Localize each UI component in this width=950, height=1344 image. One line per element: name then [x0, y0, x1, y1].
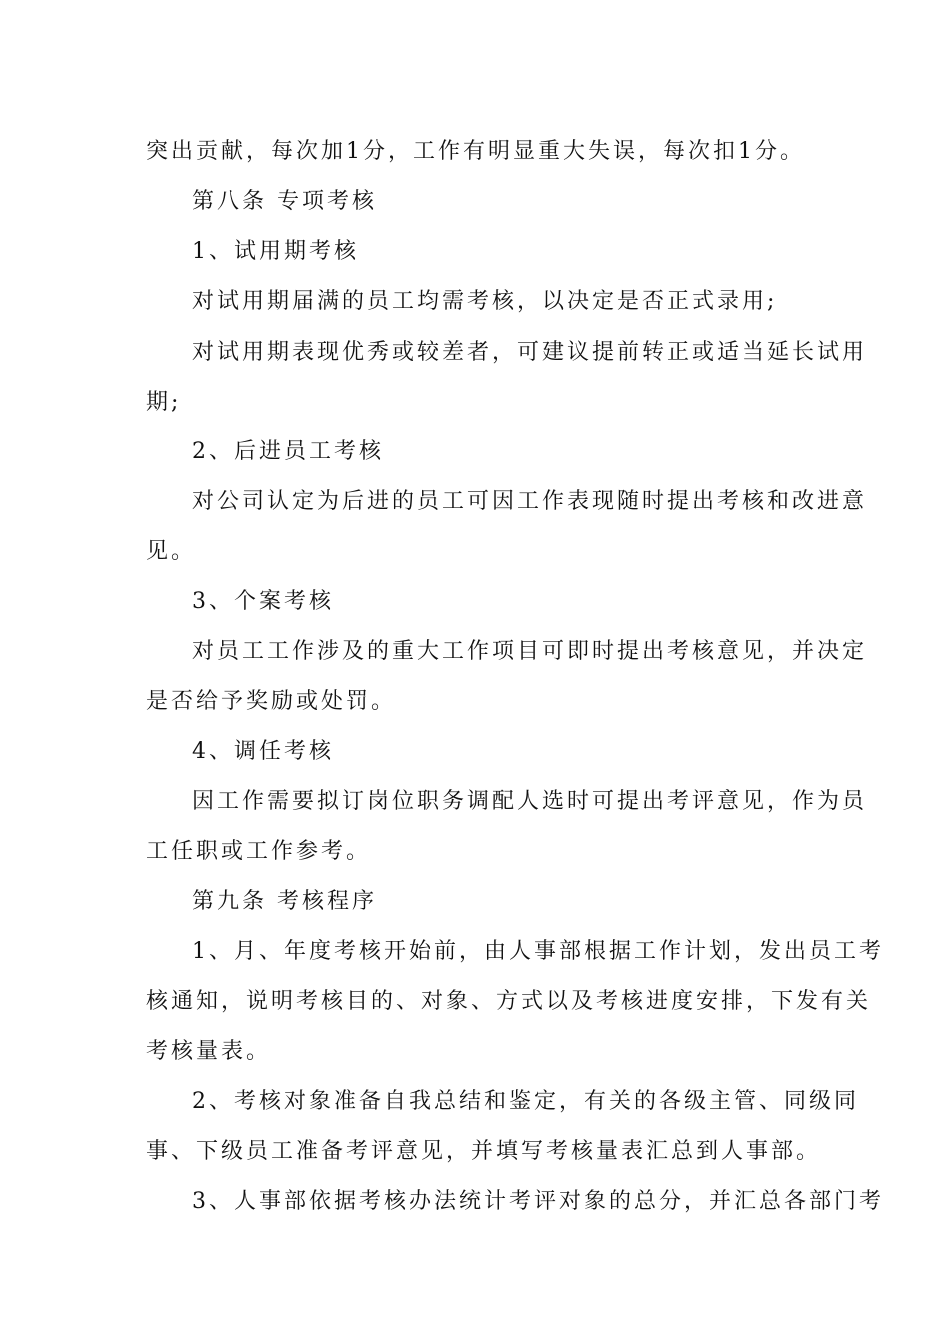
paragraph-line: 对员工工作涉及的重大工作项目可即时提出考核意见，并决定 — [192, 639, 868, 664]
paragraph-line: 是否给予奖励或处罚。 — [146, 689, 397, 714]
section-heading: 1、试用期考核 — [192, 239, 359, 264]
paragraph-line: 3、人事部依据考核办法统计考评对象的总分，并汇总各部门考 — [192, 1189, 884, 1214]
paragraph-line: 对公司认定为后进的员工可因工作表现随时提出考核和改进意 — [192, 489, 868, 514]
paragraph-line: 因工作需要拟订岗位职务调配人选时可提出考评意见，作为员 — [192, 789, 868, 814]
section-heading: 4、调任考核 — [192, 739, 334, 764]
paragraph-line: 考核量表。 — [146, 1039, 272, 1064]
paragraph-line: 核通知，说明考核目的、对象、方式以及考核进度安排，下发有关 — [146, 989, 872, 1014]
paragraph-line: 对试用期表现优秀或较差者，可建议提前转正或适当延长试用 — [192, 340, 868, 365]
paragraph-line: 1、月、年度考核开始前，由人事部根据工作计划，发出员工考 — [192, 939, 884, 964]
article-heading: 第九条 考核程序 — [192, 889, 377, 914]
paragraph-line: 2、考核对象准备自我总结和鉴定，有关的各级主管、同级同 — [192, 1089, 859, 1114]
paragraph-line: 期; — [146, 390, 182, 415]
paragraph-line: 突出贡献，每次加1分，工作有明显重大失误，每次扣1分。 — [146, 139, 805, 164]
article-heading: 第八条 专项考核 — [192, 189, 377, 214]
paragraph-line: 事、下级员工准备考评意见，并填写考核量表汇总到人事部。 — [146, 1139, 822, 1164]
paragraph-line: 见。 — [146, 539, 197, 564]
section-heading: 2、后进员工考核 — [192, 439, 384, 464]
section-heading: 3、个案考核 — [192, 589, 334, 614]
paragraph-line: 对试用期届满的员工均需考核，以决定是否正式录用; — [192, 289, 778, 314]
paragraph-line: 工任职或工作参考。 — [146, 839, 372, 864]
